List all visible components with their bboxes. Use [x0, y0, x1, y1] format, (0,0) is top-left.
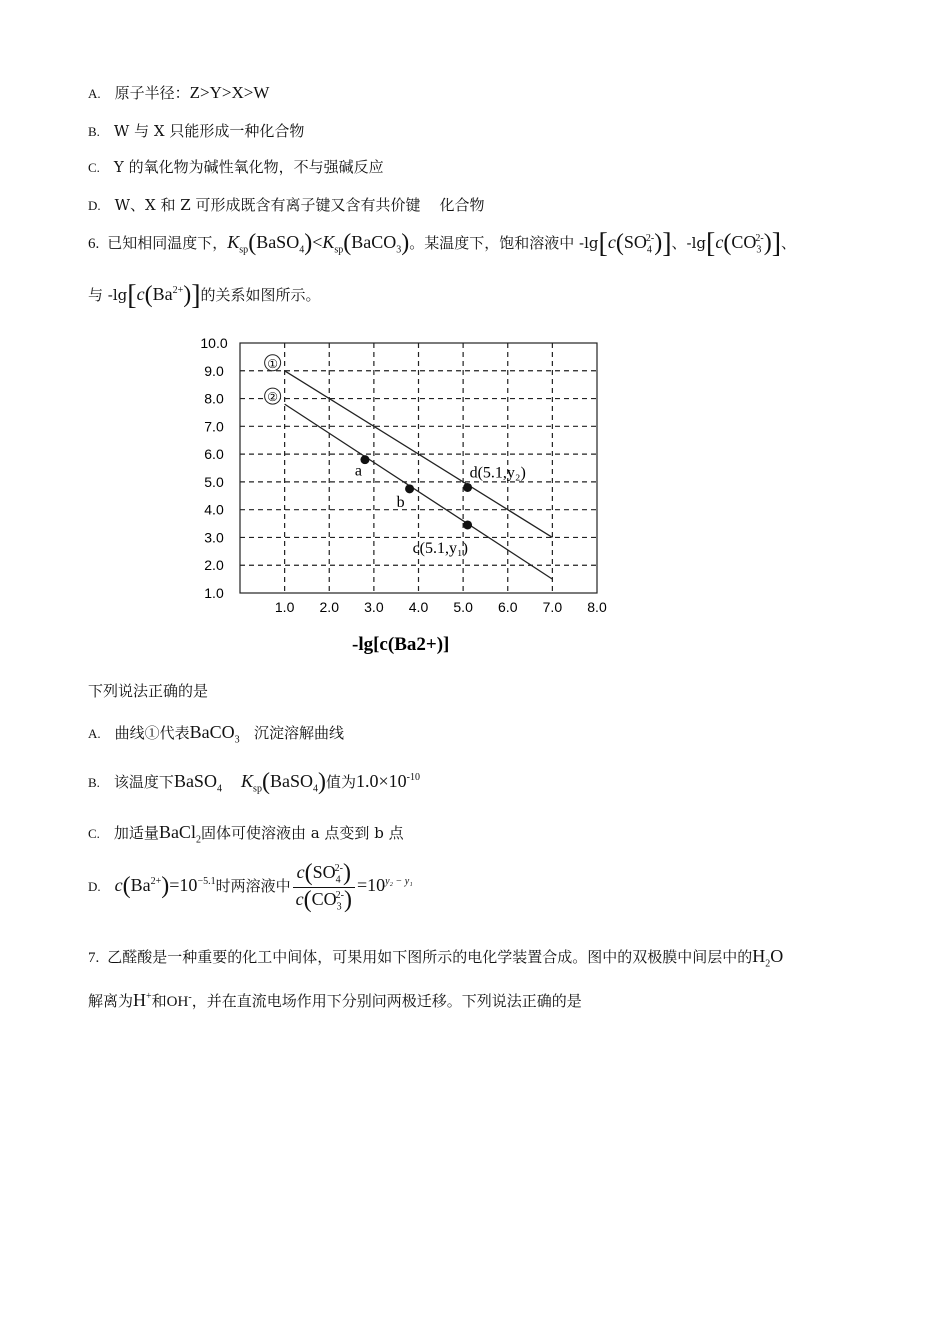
q6-option-a: A. 曲线①代表BaCO$_3$ 沉淀溶解曲线 — [88, 722, 344, 746]
q6-prompt: 下列说法正确的是 — [88, 682, 209, 700]
q7-stem-line2: 解离为H+和OH-，并在直流电场作用下分别问两极迁移。下列说法正确的是 — [88, 990, 582, 1010]
series-label: ② — [267, 390, 279, 405]
point-label: c(5.1,y₁) — [412, 539, 468, 557]
point-label: d(5.1,y₂) — [469, 464, 526, 482]
data-point — [463, 520, 472, 529]
x-tick-label: 6.0 — [498, 599, 518, 615]
y-tick-label: 10.0 — [200, 335, 228, 351]
y-tick-label: 8.0 — [204, 390, 224, 407]
y-tick-label: 6.0 — [204, 446, 224, 463]
x-tick-label: 4.0 — [408, 599, 429, 615]
x-tick-label: 8.0 — [587, 599, 607, 615]
x-tick-label: 3.0 — [364, 599, 384, 615]
q6-stem-line1: 6. 已知相同温度下，$K_{sp}(BaSO_4)<K_{sp}(BaCO_3)$。某温度下，饱和溶液中 $-\lg[c(SO_4^{2-})]$、$-\lg[c(CO_3^{2-})]$、 — [88, 228, 797, 259]
y-tick-label: 7.0 — [204, 418, 224, 435]
x-axis-label: -lg[c(Ba2+)] — [352, 634, 450, 655]
option-c-prev: C. Y 的氧化物为碱性氧化物，不与强碱反应 — [88, 158, 384, 176]
y-tick-label: 1.0 — [204, 585, 224, 601]
option-a-prev: A. 原子半径：Z>Y>X>W — [88, 83, 270, 102]
y-tick-label: 5.0 — [204, 473, 224, 490]
q6-option-c: C. 加适量BaCl$_2$固体可使溶液由 a 点变到 b 点 — [88, 822, 404, 846]
point-label: a — [354, 462, 362, 480]
data-point — [463, 483, 472, 492]
q6-option-d: D. $c(Ba^{2+})=10^{-5.1}$时两溶液中 $\frac{c(SO_4^{2-})}{c(CO_3^{2-})}$ $=10^{y_2 - y_1}$ — [88, 860, 413, 913]
point-label: b — [396, 493, 405, 511]
y-tick-label: 9.0 — [204, 362, 224, 379]
x-tick-label: 2.0 — [319, 599, 339, 615]
y-tick-label: 3.0 — [204, 529, 224, 546]
x-tick-label: 1.0 — [274, 599, 295, 615]
x-tick-label: 5.0 — [453, 599, 473, 615]
q6-stem-line2: 与 $-\lg[c(Ba^{2+})]$的关系如图所示。 — [88, 280, 321, 311]
ratio-fraction: $\frac{c(SO_4^{2-})}{c(CO_3^{2-})}$ — [293, 862, 355, 912]
y-tick-label: 2.0 — [204, 557, 224, 574]
series-label: ① — [267, 356, 279, 371]
ksp-chart — [90, 335, 630, 665]
q7-stem-line1: 7. 乙醛酸是一种重要的化工中间体，可果用如下图所示的电化学装置合成。图中的双极膜中间层中的$H_2O$ — [88, 946, 784, 970]
data-point — [405, 484, 414, 493]
chart-ticks — [200, 335, 607, 615]
q6-option-b: B. 该温度下BaSO$_4$ $K_{sp}(BaSO_4)$值为$1.0\times 10^{-10}$ — [88, 769, 420, 795]
option-d-prev: D. W、X 和 Z 可形成既含有离子键又含有共价键 化合物 — [88, 196, 485, 214]
y-tick-label: 4.0 — [204, 501, 224, 518]
option-b-prev: B. W 与 X 只能形成一种化合物 — [88, 122, 305, 140]
x-tick-label: 7.0 — [542, 599, 563, 615]
